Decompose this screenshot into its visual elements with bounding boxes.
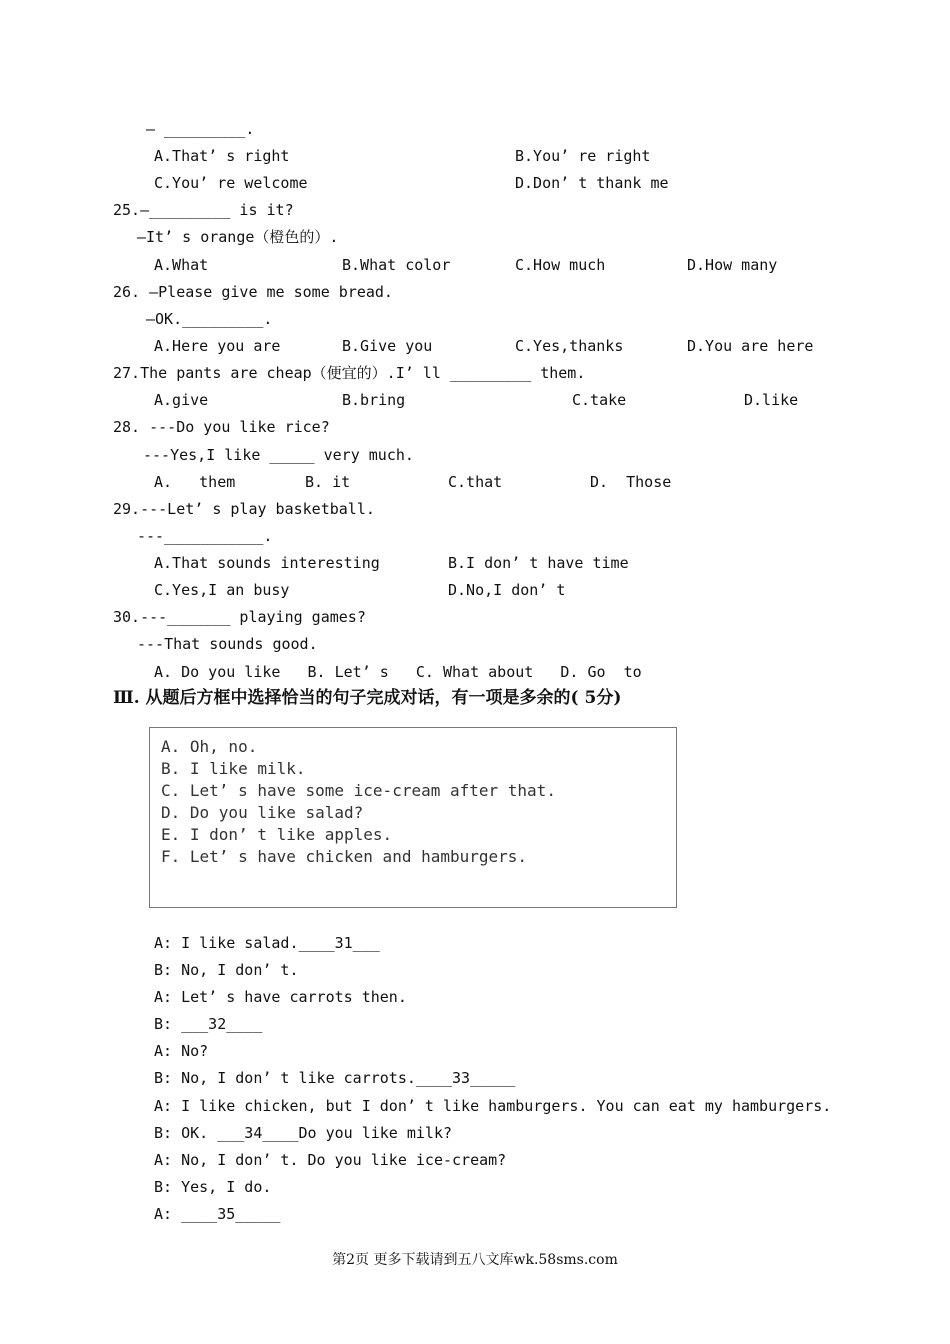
box-option-c: C. Let’ s have some ice-cream after that. xyxy=(161,781,556,800)
q26-option-b: B.Give you xyxy=(342,337,433,355)
q25-option-a: A.What xyxy=(154,256,209,274)
q28-answer: ---Yes,I like _____ very much. xyxy=(143,446,414,464)
dialogue-line: B: No, I don’ t. xyxy=(154,961,299,979)
q25-option-d: D.How many xyxy=(687,256,778,274)
q24-option-a: A.That’ s right xyxy=(154,147,290,165)
q25-option-c: C.How much xyxy=(515,256,606,274)
q26-answer: —OK._________. xyxy=(146,310,273,328)
q30-answer: ---That sounds good. xyxy=(137,635,318,653)
q26-option-d: D.You are here xyxy=(687,337,814,355)
q29-option-c: C.Yes,I an busy xyxy=(154,581,290,599)
dialogue-line: A: I like chicken, but I don’ t like hamburgers. You can eat my hamburgers. xyxy=(154,1097,832,1115)
q26-question: 26. —Please give me some bread. xyxy=(113,283,393,301)
q29-option-d: D.No,I don’ t xyxy=(448,581,566,599)
box-option-b: B. I like milk. xyxy=(161,759,306,778)
q28-option-c: C.that xyxy=(448,473,503,491)
q29-question: 29.---Let’ s play basketball. xyxy=(113,500,375,518)
q28-question: 28. ---Do you like rice? xyxy=(113,418,330,436)
q26-option-a: A.Here you are xyxy=(154,337,281,355)
section-3-heading: Ⅲ. 从题后方框中选择恰当的句子完成对话，有一项是多余的( 5分) xyxy=(113,688,622,708)
q28-option-d: D. Those xyxy=(590,473,672,491)
q28-option-a: A. them xyxy=(154,473,236,491)
box-option-d: D. Do you like salad? xyxy=(161,803,364,822)
q30-question: 30.---_______ playing games? xyxy=(113,608,366,626)
q27-option-d: D.like xyxy=(744,391,799,409)
dialogue-line: A: Let’ s have carrots then. xyxy=(154,988,407,1006)
dialogue-line: A: No? xyxy=(154,1042,209,1060)
dialogue-line: B: No, I don’ t like carrots.____33_____ xyxy=(154,1069,516,1087)
q29-answer: ---___________. xyxy=(137,527,273,545)
dialogue-line: B: Yes, I do. xyxy=(154,1178,272,1196)
q28-option-b: B. it xyxy=(305,473,351,491)
page-footer: 第2页 更多下载请到五八文库wk.58sms.com xyxy=(332,1252,618,1268)
dialogue-line: B: OK. ___34____Do you like milk? xyxy=(154,1124,453,1142)
q24-option-b: B.You’ re right xyxy=(515,147,651,165)
q27-question: 27.The pants are cheap（便宜的）.I’ ll _________ them. xyxy=(113,364,586,382)
q25-question: 25.—_________ is it? xyxy=(113,201,294,219)
dialogue-line: A: ____35_____ xyxy=(154,1205,281,1223)
dialogue-line: B: ___32____ xyxy=(154,1015,263,1033)
q25-answer: —It’ s orange（橙色的）. xyxy=(137,228,339,246)
box-option-f: F. Let’ s have chicken and hamburgers. xyxy=(161,847,528,866)
q24-option-c: C.You’ re welcome xyxy=(154,174,308,192)
box-option-e: E. I don’ t like apples. xyxy=(161,825,393,844)
q24-option-d: D.Don’ t thank me xyxy=(515,174,669,192)
q24-reply: — _________. xyxy=(146,120,255,138)
q29-option-a: A.That sounds interesting xyxy=(154,554,380,572)
q30-options: A. Do you like B. Let’ s C. What about D. Go to xyxy=(154,663,642,681)
q27-option-c: C.take xyxy=(572,391,627,409)
q25-option-b: B.What color xyxy=(342,256,451,274)
q27-option-a: A.give xyxy=(154,391,209,409)
box-option-a: A. Oh, no. xyxy=(161,737,258,756)
q27-option-b: B.bring xyxy=(342,391,406,409)
dialogue-line: A: No, I don’ t. Do you like ice-cream? xyxy=(154,1151,507,1169)
q29-option-b: B.I don’ t have time xyxy=(448,554,629,572)
dialogue-line: A: I like salad.____31___ xyxy=(154,934,380,952)
q26-option-c: C.Yes,thanks xyxy=(515,337,624,355)
choice-box xyxy=(149,727,677,908)
